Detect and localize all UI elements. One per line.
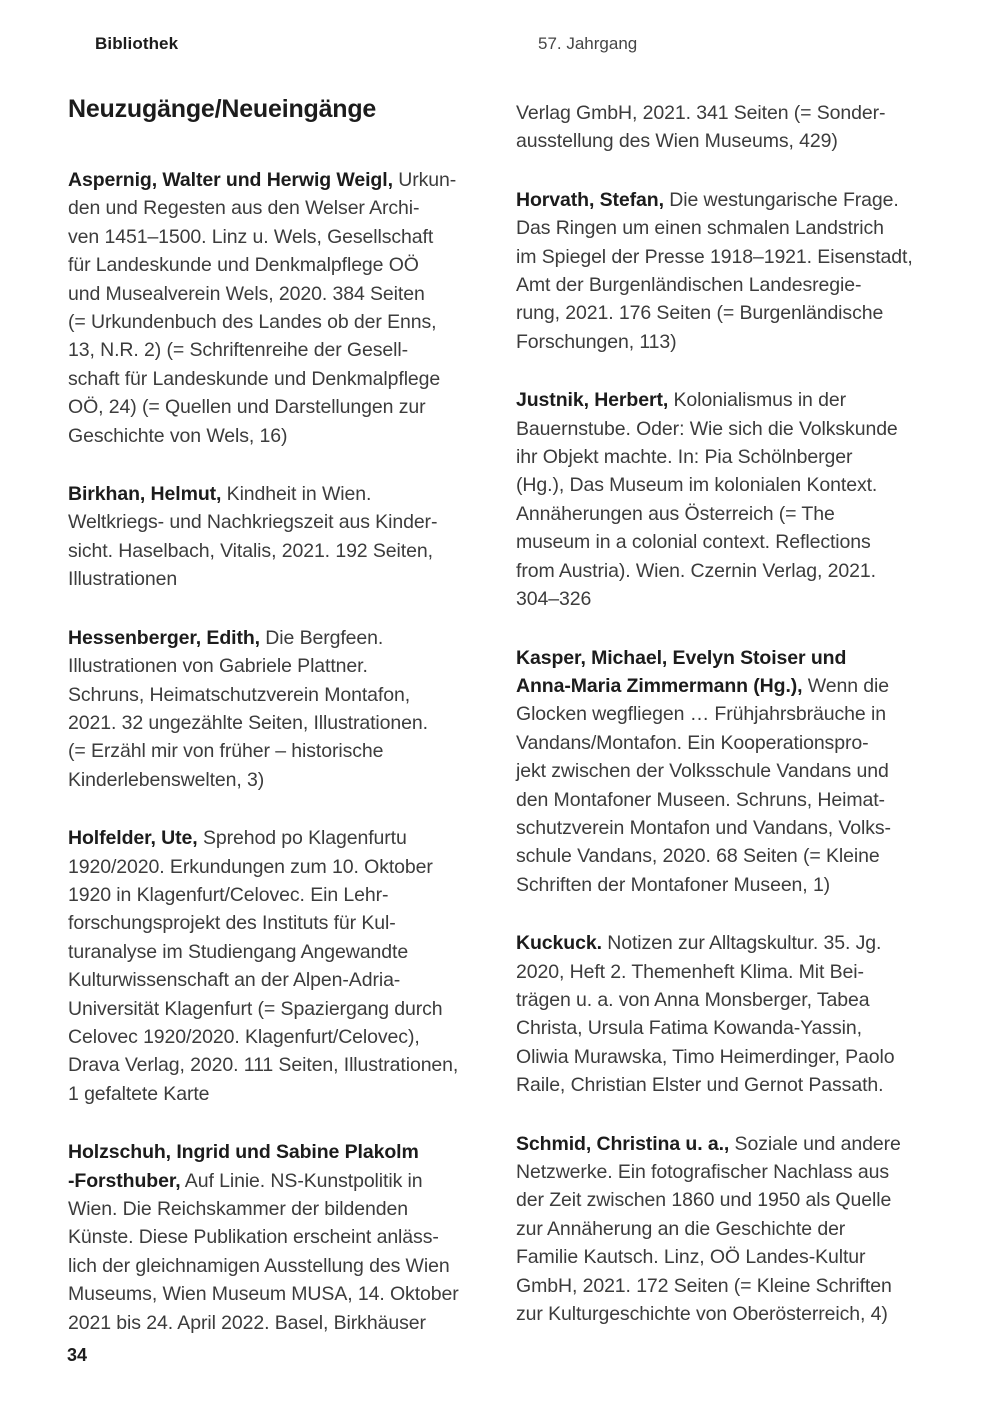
entry-line	[516, 127, 952, 155]
column-left	[68, 166, 504, 1367]
entry-line	[68, 280, 504, 308]
entry-text: Kolonialismus in der	[668, 389, 847, 412]
entry-line	[68, 1252, 504, 1280]
entry-text: Soziale und andere	[729, 1132, 901, 1155]
entry-line	[68, 681, 504, 709]
entry-text: Christa, Ursula Fatima Kowanda-Yassin,	[516, 1017, 862, 1040]
entry-line	[516, 644, 952, 672]
entry-line	[68, 1080, 504, 1108]
entry-line	[516, 729, 952, 757]
entry-text: museum in a colonial context. Reflections	[516, 531, 871, 554]
entry-line	[516, 1243, 952, 1271]
entry-text: Die westungarische Frage.	[663, 188, 899, 211]
entry-text: 2020, Heft 2. Themenheft Klima. Mit Bei-	[516, 960, 864, 983]
bibliography-entry	[516, 1130, 952, 1329]
entry-text: Bauernstube. Oder: Wie sich die Volkskunde	[516, 417, 898, 440]
entry-text: Urkun-	[392, 169, 457, 191]
entry-line	[516, 186, 952, 214]
entry-text: turanalyse im Studiengang Angewandte	[68, 940, 409, 963]
entry-line	[516, 958, 952, 986]
bibliography-entry	[68, 1138, 504, 1337]
entry-text: 1920/2020. Erkundungen zum 10. Oktober	[68, 855, 433, 878]
column-right	[516, 99, 952, 1358]
entry-line	[68, 422, 504, 450]
entry-text: GmbH, 2021. 172 Seiten (= Kleine Schriften	[516, 1274, 892, 1297]
entry-line	[516, 299, 952, 327]
entry-text: Wenn die	[802, 674, 890, 697]
entry-text: Illustrationen von Gabriele Plattner.	[68, 655, 368, 678]
bibliography-entry	[516, 386, 952, 613]
bibliography-entry	[68, 166, 504, 450]
entry-text: Forschungen, 113)	[516, 330, 677, 353]
entry-text: (= Erzähl mir von früher – historische	[68, 740, 384, 763]
entry-line	[516, 1215, 952, 1243]
entry-line	[516, 757, 952, 785]
entry-line	[68, 853, 504, 881]
entry-text: ihr Objekt machte. In: Pia Schölnberger	[516, 446, 853, 469]
entry-line	[516, 786, 952, 814]
entry-text: Glocken wegfliegen … Frühjahrsbräuche in	[516, 703, 886, 726]
entry-text: jekt zwischen der Volksschule Vandans und	[516, 760, 889, 783]
entry-line	[516, 415, 952, 443]
entry-text: und Musealverein Wels, 2020. 384 Seiten	[68, 282, 425, 305]
entry-text: forschungsprojekt des Instituts für Kul-	[68, 912, 396, 935]
entry-line	[516, 386, 952, 414]
entry-line	[516, 842, 952, 870]
entry-text: Amt der Burgenländischen Landesregie-	[516, 274, 862, 297]
entry-text: schutzverein Montafon und Vandans, Volks-	[516, 816, 891, 839]
entry-text: lich der gleichnamigen Ausstellung des Wien	[68, 1254, 450, 1277]
entry-text: zur Annäherung an die Geschichte der	[516, 1217, 846, 1240]
entry-author: Birkhan, Helmut,	[68, 483, 222, 506]
entry-line	[68, 1138, 504, 1166]
entry-line	[516, 672, 952, 700]
entry-text: 13, N.R. 2) (= Schriftenreihe der Gesell-	[68, 339, 408, 362]
entry-line	[68, 194, 504, 222]
bibliography-entry	[516, 99, 952, 156]
entry-line	[68, 1309, 504, 1337]
entry-line	[68, 537, 504, 565]
entry-text: 1920 in Klagenfurt/Celovec. Ein Lehr-	[68, 883, 389, 906]
entry-text: Drava Verlag, 2020. 111 Seiten, Illustrationen,	[68, 1054, 459, 1077]
bibliography-entry	[68, 480, 504, 594]
entry-line	[68, 938, 504, 966]
entry-author: Kuckuck.	[516, 932, 602, 955]
entry-line	[68, 308, 504, 336]
entry-line	[516, 1300, 952, 1328]
entry-author: Kasper, Michael, Evelyn Stoiser und	[516, 646, 847, 669]
running-head-section: Bibliothek	[95, 34, 179, 53]
entry-line	[516, 700, 952, 728]
entry-author: Schmid, Christina u. a.,	[516, 1132, 730, 1155]
entry-author: Holfelder, Ute,	[68, 827, 198, 850]
entry-text: (= Urkundenbuch des Landes ob der Enns,	[68, 311, 437, 334]
entry-text: Annäherungen aus Österreich (= The	[516, 502, 835, 525]
entry-text: für Landeskunde und Denkmalpflege OÖ	[68, 254, 419, 277]
entry-text: Museums, Wien Museum MUSA, 14. Oktober	[68, 1283, 459, 1306]
entry-text: 304–326	[516, 588, 592, 611]
entry-line	[68, 1195, 504, 1223]
entry-line	[68, 1023, 504, 1051]
entry-text: Verlag GmbH, 2021. 341 Seiten (= Sonder-	[516, 102, 886, 124]
entry-text: schule Vandans, 2020. 68 Seiten (= Kleine	[516, 845, 880, 868]
entry-text: Familie Kautsch. Linz, OÖ Landes-Kultur	[516, 1246, 866, 1269]
entry-text: sicht. Haselbach, Vitalis, 2021. 192 Seiten,	[68, 539, 433, 562]
entry-line	[516, 986, 952, 1014]
entry-line	[68, 709, 504, 737]
entry-line	[68, 624, 504, 652]
entry-line	[516, 271, 952, 299]
entry-text: schaft für Landeskunde und Denkmalpflege	[68, 367, 441, 390]
entry-author: -Forsthuber,	[68, 1169, 181, 1192]
entry-line	[68, 1280, 504, 1308]
entry-line	[516, 214, 952, 242]
entry-text: 2021 bis 24. April 2022. Basel, Birkhäuser	[68, 1311, 426, 1334]
entry-line	[516, 528, 952, 556]
entry-line	[68, 166, 504, 194]
entry-line	[68, 365, 504, 393]
entry-line	[516, 1043, 952, 1071]
entry-text: rung, 2021. 176 Seiten (= Burgenländische	[516, 302, 884, 325]
entry-line	[516, 443, 952, 471]
entry-text: (Hg.), Das Museum im kolonialen Kontext.	[516, 474, 878, 497]
entry-text: Celovec 1920/2020. Klagenfurt/Celovec),	[68, 1025, 420, 1048]
entry-line	[68, 766, 504, 794]
entry-line	[68, 480, 504, 508]
entry-text: den und Regesten aus den Welser Archi-	[68, 197, 420, 220]
entry-line	[68, 393, 504, 421]
bibliography-entry	[516, 644, 952, 900]
entry-line	[516, 99, 952, 127]
entry-line	[68, 737, 504, 765]
entry-line	[516, 471, 952, 499]
entry-text: Wien. Die Reichskammer der bildenden	[68, 1198, 408, 1220]
entry-text: Illustrationen	[68, 568, 178, 591]
entry-text: 1 gefaltete Karte	[68, 1082, 210, 1105]
entry-line	[68, 824, 504, 852]
entry-line	[516, 328, 952, 356]
entry-text: Auf Linie. NS-Kunstpolitik in	[180, 1169, 423, 1192]
entry-text: den Montafoner Museen. Schruns, Heimat-	[516, 788, 885, 811]
entry-line	[516, 585, 952, 613]
entry-line	[516, 1158, 952, 1186]
entry-author: Hessenberger, Edith,	[68, 626, 260, 649]
entry-text: Weltkriegs- und Nachkriegszeit aus Kinder-	[68, 511, 438, 534]
entry-text: Vandans/Montafon. Ein Kooperationspro-	[516, 731, 869, 754]
bibliography-entry	[68, 824, 504, 1108]
entry-author: Holzschuh, Ingrid und Sabine Plakolm	[68, 1141, 419, 1164]
running-head-volume: 57. Jahrgang	[538, 34, 638, 53]
entry-line	[516, 1272, 952, 1300]
bibliography-entry	[516, 929, 952, 1099]
entry-text: Schriften der Montafoner Museen, 1)	[516, 873, 831, 896]
entry-line	[516, 1186, 952, 1214]
entry-text: Notizen zur Alltagskultur. 35. Jg.	[601, 932, 882, 955]
entry-text: Kinderlebenswelten, 3)	[68, 768, 265, 791]
entry-text: ausstellung des Wien Museums, 429)	[516, 130, 838, 153]
entry-text: OÖ, 24) (= Quellen und Darstellungen zur	[68, 396, 426, 419]
entry-text: ven 1451–1500. Linz u. Wels, Gesellschaft	[68, 225, 434, 248]
entry-text: zur Kulturgeschichte von Oberösterreich, 4)	[516, 1303, 888, 1326]
entry-line	[68, 966, 504, 994]
page-number: 34	[67, 1345, 88, 1365]
page-title: Neuzugänge/Neueingänge	[68, 95, 377, 123]
entry-line	[68, 995, 504, 1023]
entry-line	[68, 565, 504, 593]
entry-line	[68, 508, 504, 536]
entry-line	[516, 814, 952, 842]
entry-text: Schruns, Heimatschutzverein Montafon,	[68, 683, 411, 706]
entry-line	[68, 251, 504, 279]
entry-line	[516, 500, 952, 528]
entry-line	[516, 1014, 952, 1042]
entry-text: Kulturwissenschaft an der Alpen-Adria-	[68, 969, 401, 992]
bibliography-entry	[68, 624, 504, 794]
bibliography-entry	[516, 186, 952, 356]
entry-line	[68, 881, 504, 909]
entry-text: trägen u. a. von Anna Monsberger, Tabea	[516, 988, 870, 1011]
entry-author: Aspernig, Walter und Herwig Weigl,	[68, 169, 393, 191]
entry-line	[516, 871, 952, 899]
entry-text: Das Ringen um einen schmalen Landstrich	[516, 217, 884, 240]
entry-text: Oliwia Murawska, Timo Heimerdinger, Paolo	[516, 1045, 895, 1068]
entry-line	[516, 929, 952, 957]
entry-text: Universität Klagenfurt (= Spaziergang durch	[68, 997, 443, 1020]
entry-text: Kindheit in Wien.	[221, 483, 372, 506]
entry-text: Künste. Diese Publikation erscheint anläss-	[68, 1226, 439, 1249]
entry-line	[68, 652, 504, 680]
entry-line	[68, 1051, 504, 1079]
entry-text: Die Bergfeen.	[259, 626, 384, 649]
entry-text: 2021. 32 ungezählte Seiten, Illustrationen.	[68, 711, 428, 734]
entry-author: Horvath, Stefan,	[516, 188, 664, 211]
entry-line	[516, 243, 952, 271]
entry-text: im Spiegel der Presse 1918–1921. Eisenstadt,	[516, 245, 913, 268]
entry-text: Netzwerke. Ein fotografischer Nachlass aus	[516, 1161, 889, 1183]
entry-line	[68, 909, 504, 937]
entry-line	[68, 336, 504, 364]
entry-text: Raile, Christian Elster und Gernot Passath.	[516, 1074, 884, 1097]
entry-line	[68, 1223, 504, 1251]
entry-author: Anna-Maria Zimmermann (Hg.),	[516, 674, 803, 697]
entry-author: Justnik, Herbert,	[516, 389, 669, 412]
entry-line	[516, 1130, 952, 1158]
entry-line	[516, 557, 952, 585]
entry-line	[68, 223, 504, 251]
entry-line	[68, 1167, 504, 1195]
entry-line	[516, 1071, 952, 1099]
entry-text: der Zeit zwischen 1860 und 1950 als Quelle	[516, 1189, 892, 1212]
entry-text: from Austria). Wien. Czernin Verlag, 2021.	[516, 559, 876, 582]
entry-text: Sprehod po Klagenfurtu	[197, 827, 407, 850]
entry-text: Geschichte von Wels, 16)	[68, 424, 288, 447]
